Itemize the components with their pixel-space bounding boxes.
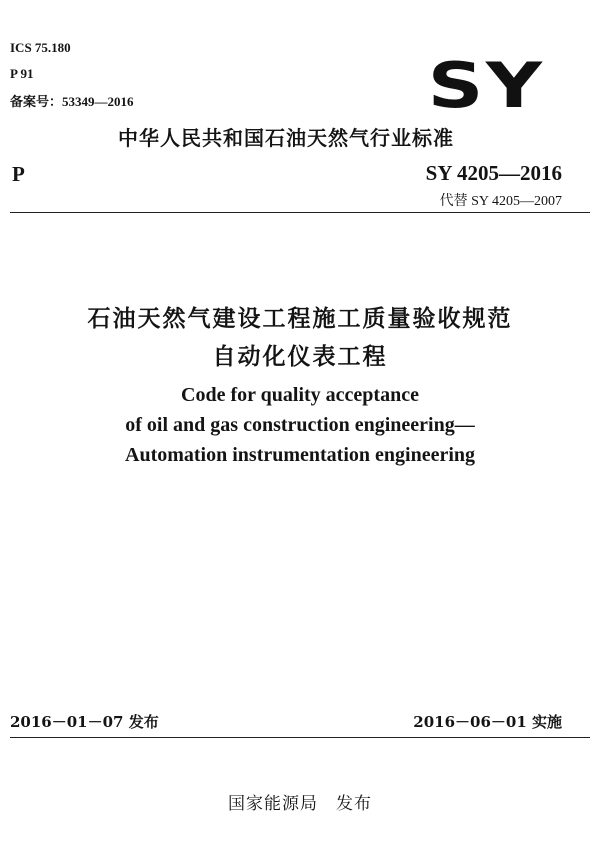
implementation-date: 2016－06－01 实施 — [413, 713, 562, 731]
title-en-line1: Code for quality acceptance — [181, 384, 419, 406]
standard-number: SY 4205—2016 — [425, 161, 562, 185]
record-number: 备案号：53349—2016 — [10, 94, 134, 109]
classification-code: P 91 — [10, 66, 34, 81]
replaces-standard: 代替 SY 4205—2007 — [439, 194, 562, 209]
ics-code: ICS 75.180 — [10, 40, 71, 55]
issue-date: 2016－01－07 发布 — [10, 713, 159, 731]
title-en-line3: Automation instrumentation engineering — [125, 444, 475, 466]
sy-logo: SY — [428, 49, 545, 122]
standard-organization: 中华人民共和国石油天然气行业标准 — [118, 126, 454, 150]
bottom-divider — [10, 737, 590, 738]
publisher: 国家能源局 发布 — [228, 794, 372, 814]
title-en-line2: of oil and gas construction engineering— — [125, 414, 475, 436]
top-divider — [10, 212, 590, 213]
p-mark: P — [12, 162, 25, 186]
title-zh-line2: 自动化仪表工程 — [212, 344, 388, 370]
title-zh-line1: 石油天然气建设工程施工质量验收规范 — [87, 306, 513, 332]
